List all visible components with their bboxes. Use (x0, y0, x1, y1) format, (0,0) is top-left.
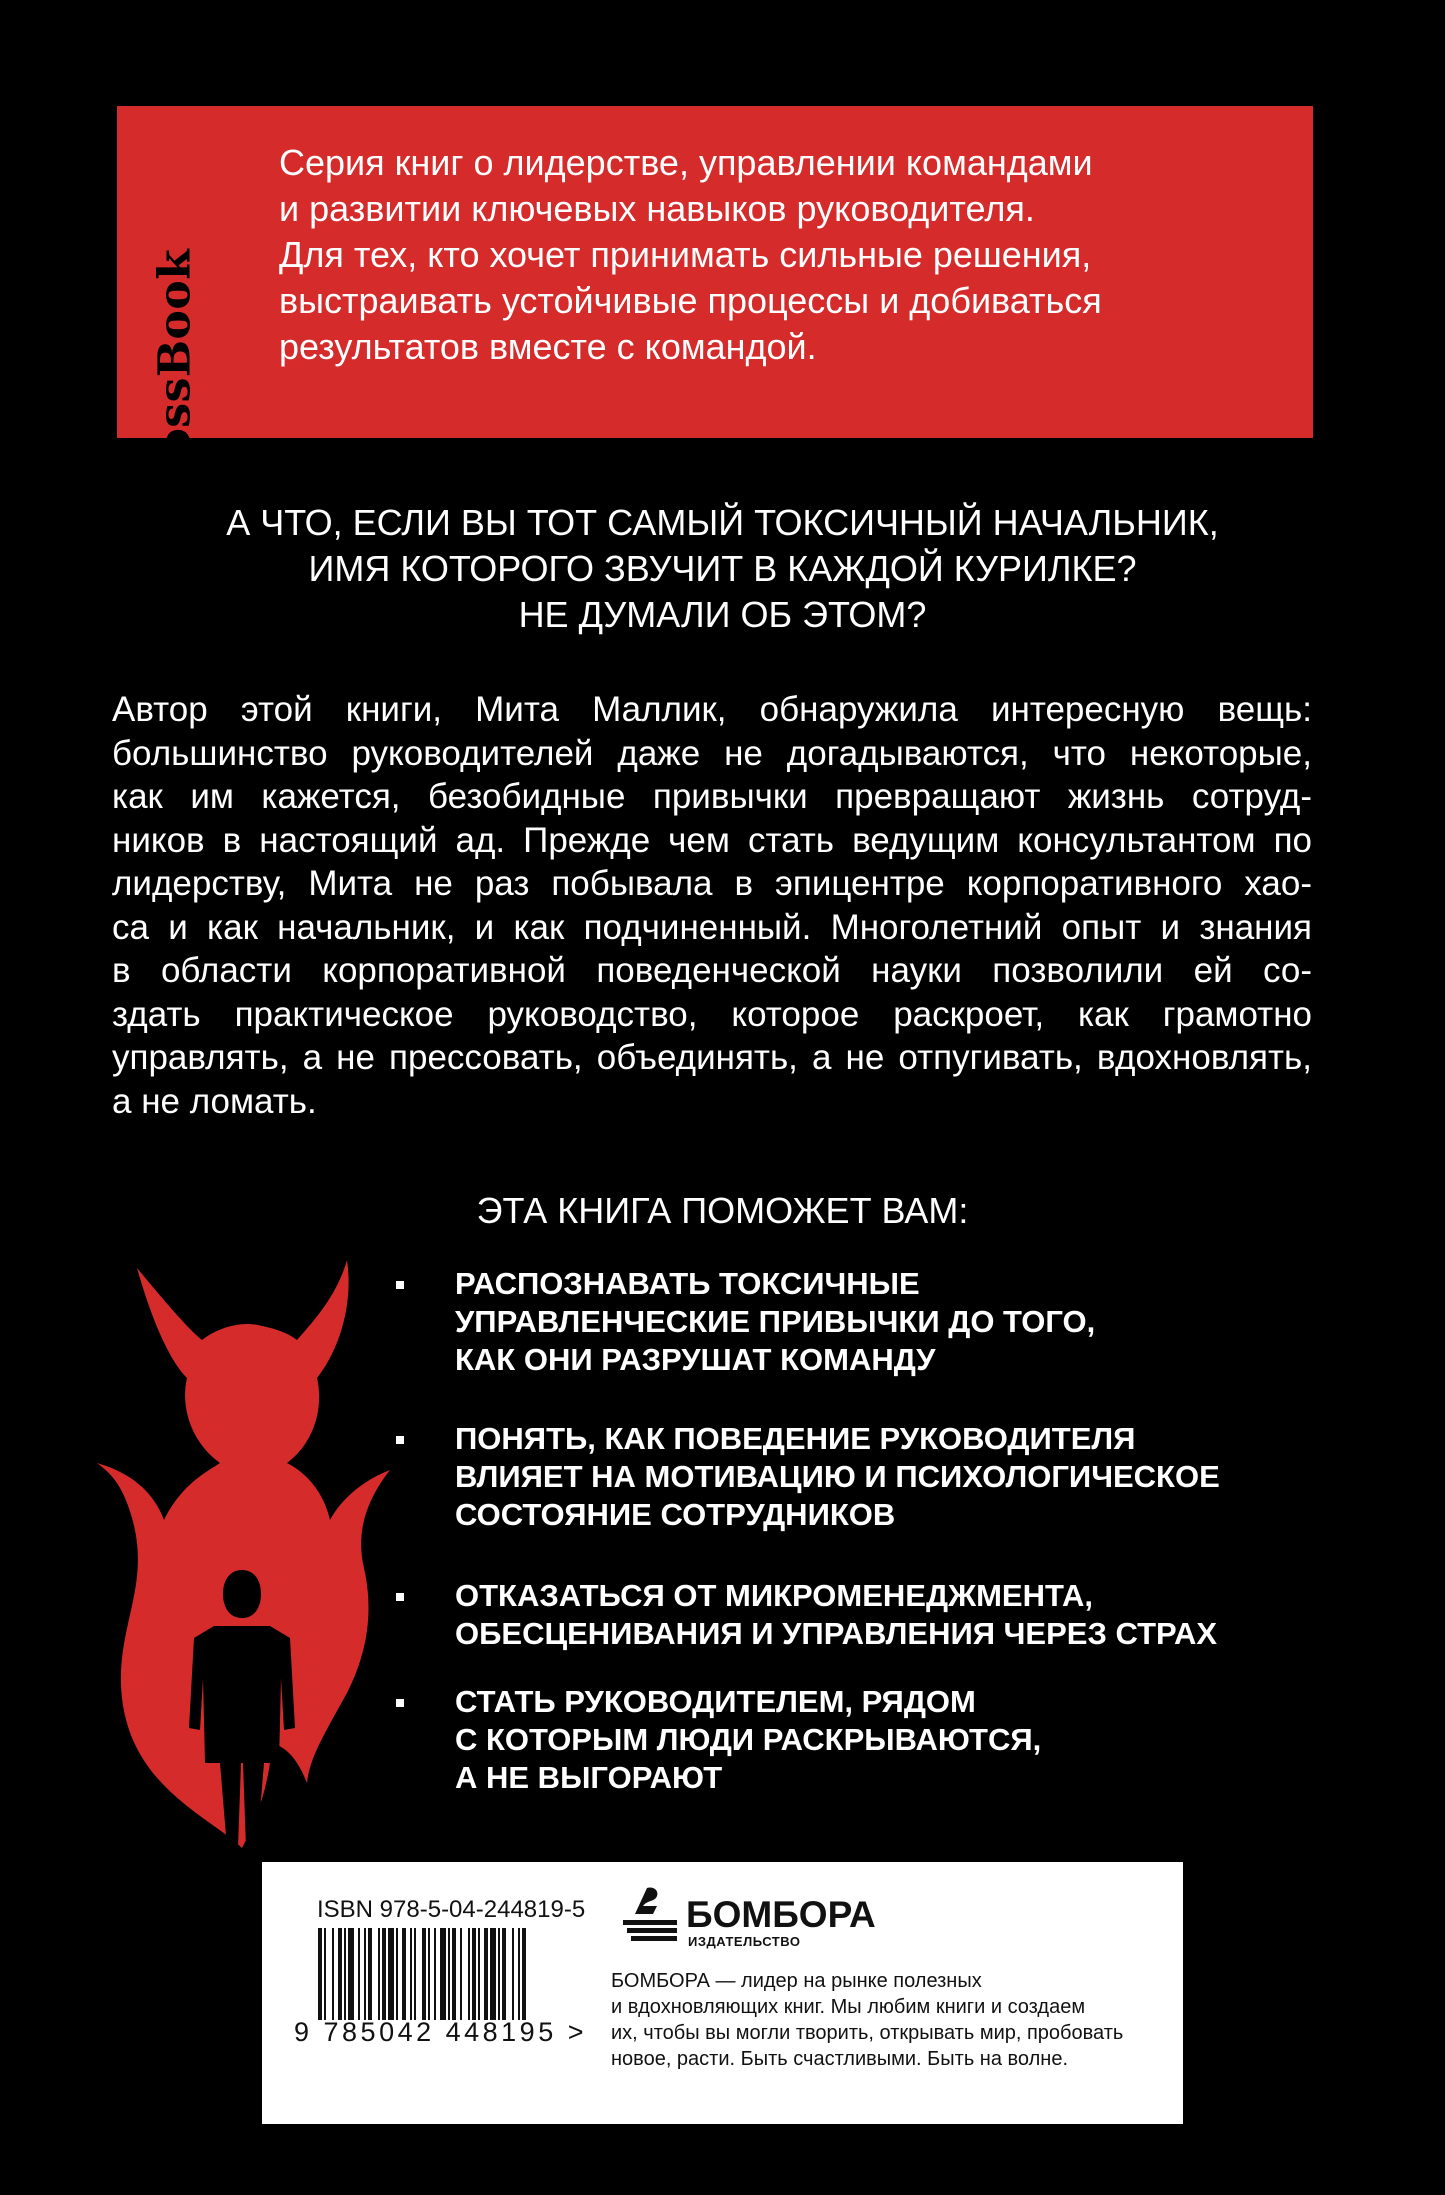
hook-line: ИМЯ КОТОРОГО ЗВУЧИТ В КАЖДОЙ КУРИЛКЕ? (308, 548, 1137, 589)
barcode-bar (332, 1928, 334, 2020)
barcode-bar (512, 1928, 514, 2020)
description-line: здать практическое руководство, которое раскроет, как грамотно (112, 994, 1312, 1034)
benefit-text: СТАТЬ РУКОВОДИТЕЛЕМ, РЯДОМ С КОТОРЫМ ЛЮДИ РАСКРЫВАЮТСЯ, А НЕ ВЫГОРАЮТ (455, 1684, 1042, 1795)
bullet-marker (396, 1699, 404, 1707)
benefit-item (390, 1683, 1041, 1797)
barcode-bar (472, 1928, 476, 2020)
description-line: Автор этой книги, Мита Маллик, обнаружила интересную вещь: (112, 690, 1312, 729)
barcode-bar (448, 1928, 450, 2020)
description-line: са и как начальник, и как подчиненный. Многолетний опыт и знания (112, 907, 1312, 947)
barcode-bar (478, 1928, 480, 2020)
benefit-text: РАСПОЗНАВАТЬ ТОКСИЧНЫЕ УПРАВЛЕНЧЕСКИЕ ПРИВЫЧКИ ДО ТОГО, КАК ОНИ РАЗРУШАТ КОМАНДУ (455, 1266, 1096, 1377)
barcode-bar (396, 1928, 398, 2020)
barcode-bar (382, 1928, 386, 2020)
benefit-item (390, 1265, 1095, 1379)
series-line: и развитии ключевых навыков руководителя. (279, 188, 1035, 229)
publisher-desc-line: их, чтобы вы могли творить, открывать мир, пробовать (611, 2022, 1124, 2044)
publisher-description (611, 1968, 1151, 2072)
barcode-bar (460, 1928, 462, 2020)
barcode-bar (440, 1928, 446, 2020)
barcode-bar (318, 1928, 322, 2020)
bullet-marker (396, 1281, 404, 1289)
series-description (279, 140, 1279, 370)
description-line: как им кажется, безобидные привычки превращают жизнь сотруд- (112, 777, 1312, 816)
barcode-bar (428, 1928, 430, 2020)
barcode-bar (414, 1928, 416, 2020)
helps-title: ЭТА КНИГА ПОМОЖЕТ ВАМ: (476, 1190, 969, 1231)
barcode-bar (344, 1928, 346, 2020)
barcode-bar (410, 1928, 412, 2020)
barcode-digits: 9 785042 448195 > (294, 2017, 587, 2047)
barcode-bar (338, 1928, 342, 2020)
barcode-bar (368, 1928, 372, 2020)
hook-question (0, 500, 1445, 638)
description-line: большинство руководителей даже не догадываются, что некоторые, (112, 733, 1312, 773)
benefit-text: ПОНЯТЬ, КАК ПОВЕДЕНИЕ РУКОВОДИТЕЛЯ ВЛИЯЕТ НА МОТИВАЦИЮ И ПСИХОЛОГИЧЕСКОЕ СОСТОЯНИЕ СОТРУДНИКОВ (455, 1421, 1220, 1532)
description-line: ников в настоящий ад. Прежде чем стать ведущим консультантом по (112, 820, 1312, 860)
description-line: в области корпоративной поведенческой науки позволили ей со- (112, 951, 1312, 990)
series-line: Серия книг о лидерстве, управлении командами (279, 142, 1093, 183)
barcode-bar (502, 1928, 506, 2020)
barcode-bar (388, 1928, 394, 2020)
publisher-desc-line: новое, расти. Быть счастливыми. Быть на волне. (611, 2048, 1069, 2070)
bullet-marker (396, 1593, 404, 1601)
barcode-bar (522, 1928, 526, 2020)
publisher-logo-icon (617, 1884, 681, 1948)
series-line: результатов вместе с командой. (279, 326, 817, 367)
barcode-bar (378, 1928, 380, 2020)
barcode-bar (364, 1928, 366, 2020)
series-line: Для тех, кто хочет принимать сильные решения, (279, 234, 1092, 275)
barcode-bar (452, 1928, 456, 2020)
publisher-desc-line: и вдохновляющих книг. Мы любим книги и создаем (611, 1996, 1086, 2018)
description-line: а не ломать. (112, 1081, 317, 1121)
description-line: лидерству, Мита не раз побывала в эпицентре корпоративного хао- (112, 864, 1312, 903)
benefit-item (390, 1420, 1220, 1534)
bullet-marker (396, 1436, 404, 1444)
imprint-box (262, 1862, 1183, 2124)
publisher-desc-line: БОМБОРА — лидер на рынке полезных (611, 1970, 982, 1992)
benefit-item (390, 1577, 1217, 1653)
hook-line: НЕ ДУМАЛИ ОБ ЭТОМ? (518, 594, 927, 635)
series-banner (117, 106, 1313, 496)
barcode-bar (422, 1928, 426, 2020)
barcode-bar (490, 1928, 496, 2020)
barcode-bar (402, 1928, 406, 2020)
devil-silhouette-illustration (92, 1258, 392, 1848)
barcode-bar (468, 1928, 470, 2020)
barcode-bar (348, 1928, 354, 2020)
barcode-bar (358, 1928, 360, 2020)
barcode-bar (498, 1928, 500, 2020)
isbn-label: ISBN 978-5-04-244819-5 (317, 1896, 586, 1923)
barcode-bar (484, 1928, 488, 2020)
barcode-bar (434, 1928, 436, 2020)
barcode-bar (324, 1928, 326, 2020)
description-line: управлять, а не прессовать, объединять, а не отпугивать, вдохновлять, (112, 1038, 1312, 1077)
publisher-subtitle: ИЗДАТЕЛЬСТВО (688, 1934, 801, 1949)
barcode-graphic (318, 1928, 572, 2020)
series-line: выстраивать устойчивые процессы и добиваться (279, 280, 1102, 321)
book-description (112, 688, 1312, 1123)
benefit-text: ОТКАЗАТЬСЯ ОТ МИКРОМЕНЕДЖМЕНТА, ОБЕСЦЕНИВАНИЯ И УПРАВЛЕНИЯ ЧЕРЕЗ СТРАХ (455, 1578, 1218, 1651)
barcode-bar (518, 1928, 520, 2020)
publisher-name: БОМБОРА (686, 1894, 876, 1935)
hook-line: А ЧТО, ЕСЛИ ВЫ ТОТ САМЫЙ ТОКСИЧНЫЙ НАЧАЛЬНИК, (226, 502, 1219, 543)
series-logo: BossBook (149, 248, 201, 496)
